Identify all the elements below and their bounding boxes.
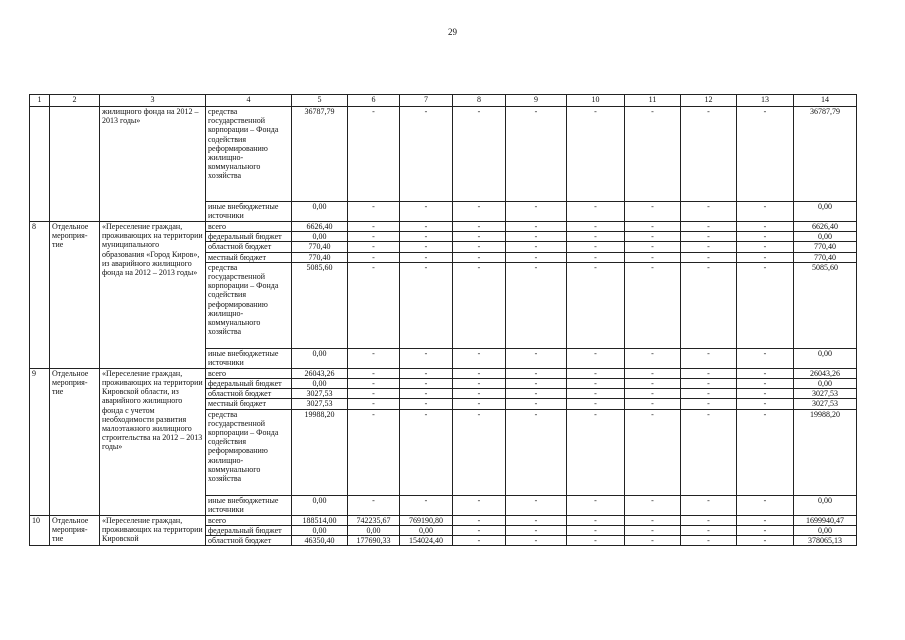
value-cell: 769190,80 [400, 515, 453, 525]
value-cell: - [681, 536, 737, 546]
value-cell: - [737, 242, 794, 252]
value-cell: - [453, 525, 506, 535]
value-cell: 0,00 [292, 348, 348, 368]
value-cell: - [737, 379, 794, 389]
value-cell: - [681, 495, 737, 515]
value-cell: 0,00 [794, 348, 857, 368]
value-cell: - [506, 379, 567, 389]
value-cell: - [453, 536, 506, 546]
column-header: 8 [453, 95, 506, 107]
funding-source: федеральный бюджет [206, 232, 292, 242]
value-cell: - [348, 232, 400, 242]
value-cell: - [453, 252, 506, 262]
value-cell: - [506, 202, 567, 222]
value-cell: 0,00 [794, 379, 857, 389]
value-cell: - [400, 409, 453, 495]
value-cell: - [567, 515, 625, 525]
value-cell: - [453, 348, 506, 368]
item-type-cell: Отдельное мероприя-тие [50, 368, 100, 515]
value-cell: 0,00 [794, 202, 857, 222]
funding-source: областной бюджет [206, 242, 292, 252]
value-cell: 0,00 [794, 232, 857, 242]
value-cell: - [567, 495, 625, 515]
value-cell: - [453, 399, 506, 409]
value-cell: - [567, 107, 625, 202]
value-cell: 0,00 [400, 525, 453, 535]
value-cell: - [737, 515, 794, 525]
value-cell: - [567, 262, 625, 348]
value-cell: - [348, 252, 400, 262]
value-cell: 770,40 [794, 252, 857, 262]
value-cell: - [400, 222, 453, 232]
value-cell: - [348, 389, 400, 399]
value-cell: - [348, 222, 400, 232]
value-cell: - [567, 389, 625, 399]
value-cell: 26043,26 [292, 368, 348, 378]
value-cell: - [567, 536, 625, 546]
value-cell: - [681, 107, 737, 202]
value-cell: - [567, 379, 625, 389]
value-cell: - [506, 242, 567, 252]
funding-source: федеральный бюджет [206, 379, 292, 389]
item-description: «Переселение граждан, проживающих на территории Кировской области, из аварийного жилищного фонда с учетом необходимости развития малоэтажного жилищного строительства на 2012 – 2013 годы» [100, 368, 206, 515]
column-header: 10 [567, 95, 625, 107]
value-cell: - [625, 389, 681, 399]
column-header: 14 [794, 95, 857, 107]
funding-source: федеральный бюджет [206, 525, 292, 535]
value-cell: - [681, 348, 737, 368]
value-cell: - [681, 368, 737, 378]
value-cell: - [681, 252, 737, 262]
value-cell: - [506, 495, 567, 515]
value-cell: - [567, 525, 625, 535]
funding-source: местный бюджет [206, 252, 292, 262]
value-cell: 6626,40 [794, 222, 857, 232]
value-cell: - [681, 399, 737, 409]
value-cell: - [348, 107, 400, 202]
value-cell: 742235,67 [348, 515, 400, 525]
item-description: жилищного фонда на 2012 – 2013 годы» [100, 107, 206, 222]
value-cell: 0,00 [292, 379, 348, 389]
value-cell: 19988,20 [292, 409, 348, 495]
value-cell: - [737, 202, 794, 222]
value-cell: - [681, 389, 737, 399]
funding-source: всего [206, 222, 292, 232]
value-cell: - [348, 368, 400, 378]
value-cell: - [453, 232, 506, 242]
funding-source: областной бюджет [206, 536, 292, 546]
value-cell: 36787,79 [292, 107, 348, 202]
value-cell: 0,00 [794, 495, 857, 515]
item-type-cell: Отдельное мероприя-тие [50, 222, 100, 369]
funding-source: иные внебюджетные источники [206, 202, 292, 222]
value-cell: - [681, 515, 737, 525]
value-cell: - [506, 262, 567, 348]
value-cell: 770,40 [292, 242, 348, 252]
value-cell: - [681, 242, 737, 252]
value-cell: - [400, 399, 453, 409]
value-cell: - [737, 409, 794, 495]
funding-source: областной бюджет [206, 389, 292, 399]
value-cell: - [737, 348, 794, 368]
item-number-cell [30, 107, 50, 222]
value-cell: - [506, 389, 567, 399]
value-cell: 5085,60 [292, 262, 348, 348]
value-cell: 3027,53 [794, 399, 857, 409]
item-number-cell: 10 [30, 515, 50, 546]
value-cell: 770,40 [292, 252, 348, 262]
value-cell: - [506, 232, 567, 242]
value-cell: - [400, 495, 453, 515]
value-cell: - [737, 495, 794, 515]
value-cell: 26043,26 [794, 368, 857, 378]
value-cell: - [737, 232, 794, 242]
value-cell: - [506, 409, 567, 495]
value-cell: - [506, 399, 567, 409]
value-cell: 1699940,47 [794, 515, 857, 525]
item-description: «Переселение граждан, проживающих на территории муниципального образования «Город Киров», из аварийного жилищного фонда на 2012 – 2013 годы» [100, 222, 206, 369]
table-row [30, 515, 857, 525]
value-cell: 3027,53 [794, 389, 857, 399]
value-cell: - [400, 252, 453, 262]
value-cell: 177690,33 [348, 536, 400, 546]
value-cell: 6626,40 [292, 222, 348, 232]
value-cell: - [625, 409, 681, 495]
value-cell: - [625, 515, 681, 525]
value-cell: - [625, 368, 681, 378]
header-row [30, 95, 857, 107]
funding-source: иные внебюджетные источники [206, 495, 292, 515]
value-cell: - [625, 107, 681, 202]
value-cell: - [348, 495, 400, 515]
value-cell: 770,40 [794, 242, 857, 252]
funding-source: всего [206, 515, 292, 525]
value-cell: 188514,00 [292, 515, 348, 525]
page-number: 29 [448, 27, 457, 37]
value-cell: - [348, 379, 400, 389]
value-cell: 5085,60 [794, 262, 857, 348]
value-cell: - [567, 242, 625, 252]
value-cell: - [348, 409, 400, 495]
funding-source: местный бюджет [206, 399, 292, 409]
funding-source: иные внебюджетные источники [206, 348, 292, 368]
value-cell: - [506, 348, 567, 368]
value-cell: 0,00 [292, 495, 348, 515]
value-cell: - [625, 222, 681, 232]
column-header: 4 [206, 95, 292, 107]
value-cell: - [506, 107, 567, 202]
value-cell: - [625, 495, 681, 515]
value-cell: - [567, 252, 625, 262]
value-cell: - [400, 368, 453, 378]
value-cell: - [625, 399, 681, 409]
value-cell: - [348, 348, 400, 368]
table-row [30, 222, 857, 232]
value-cell: - [453, 379, 506, 389]
value-cell: 0,00 [348, 525, 400, 535]
item-type-cell: Отдельное мероприя-тие [50, 515, 100, 546]
value-cell: 0,00 [794, 525, 857, 535]
value-cell: - [567, 232, 625, 242]
value-cell: - [400, 242, 453, 252]
value-cell: 378065,13 [794, 536, 857, 546]
item-type-cell [50, 107, 100, 222]
value-cell: - [567, 399, 625, 409]
value-cell: - [348, 399, 400, 409]
value-cell: - [567, 409, 625, 495]
value-cell: 154024,40 [400, 536, 453, 546]
budget-table [29, 94, 857, 546]
value-cell: 19988,20 [794, 409, 857, 495]
value-cell: - [400, 232, 453, 242]
value-cell: - [737, 222, 794, 232]
value-cell: - [737, 399, 794, 409]
item-number-cell: 9 [30, 368, 50, 515]
column-header: 13 [737, 95, 794, 107]
value-cell: - [506, 252, 567, 262]
value-cell: - [506, 536, 567, 546]
value-cell: 36787,79 [794, 107, 857, 202]
value-cell: - [453, 202, 506, 222]
value-cell: - [453, 262, 506, 348]
funding-source: всего [206, 368, 292, 378]
value-cell: - [681, 525, 737, 535]
value-cell: - [453, 242, 506, 252]
value-cell: - [625, 536, 681, 546]
value-cell: - [625, 262, 681, 348]
value-cell: - [400, 389, 453, 399]
value-cell: - [625, 242, 681, 252]
value-cell: - [737, 107, 794, 202]
column-header: 9 [506, 95, 567, 107]
table-row [30, 107, 857, 202]
value-cell: - [737, 389, 794, 399]
value-cell: - [681, 409, 737, 495]
value-cell: - [348, 202, 400, 222]
item-number-cell: 8 [30, 222, 50, 369]
value-cell: - [567, 202, 625, 222]
column-header: 5 [292, 95, 348, 107]
item-description: «Переселение граждан, проживающих на территории Кировской [100, 515, 206, 546]
value-cell: - [506, 525, 567, 535]
column-header: 2 [50, 95, 100, 107]
value-cell: - [625, 525, 681, 535]
value-cell: - [625, 202, 681, 222]
value-cell: 0,00 [292, 525, 348, 535]
column-header: 1 [30, 95, 50, 107]
value-cell: - [681, 202, 737, 222]
value-cell: - [625, 252, 681, 262]
value-cell: - [681, 262, 737, 348]
value-cell: 3027,53 [292, 399, 348, 409]
value-cell: 0,00 [292, 232, 348, 242]
value-cell: - [625, 379, 681, 389]
value-cell: 3027,53 [292, 389, 348, 399]
value-cell: - [737, 252, 794, 262]
value-cell: - [453, 495, 506, 515]
value-cell: 0,00 [292, 202, 348, 222]
value-cell: - [348, 242, 400, 252]
value-cell: - [681, 232, 737, 242]
funding-source: средства государственной корпорации – Фонда содействия реформированию жилищно-коммунального хозяйства [206, 409, 292, 495]
value-cell: - [567, 348, 625, 368]
value-cell: - [453, 368, 506, 378]
funding-source: средства государственной корпорации – Фонда содействия реформированию жилищно-коммунального хозяйства [206, 262, 292, 348]
value-cell: - [567, 368, 625, 378]
value-cell: - [737, 368, 794, 378]
value-cell: - [453, 389, 506, 399]
value-cell: - [506, 515, 567, 525]
value-cell: - [348, 262, 400, 348]
value-cell: - [737, 536, 794, 546]
value-cell: - [400, 348, 453, 368]
value-cell: - [400, 262, 453, 348]
column-header: 11 [625, 95, 681, 107]
value-cell: - [625, 232, 681, 242]
value-cell: - [681, 222, 737, 232]
value-cell: - [506, 222, 567, 232]
value-cell: - [625, 348, 681, 368]
column-header: 12 [681, 95, 737, 107]
value-cell: - [400, 107, 453, 202]
value-cell: - [681, 379, 737, 389]
value-cell: - [453, 222, 506, 232]
value-cell: - [737, 525, 794, 535]
value-cell: - [453, 409, 506, 495]
value-cell: - [737, 262, 794, 348]
value-cell: - [453, 515, 506, 525]
column-header: 3 [100, 95, 206, 107]
value-cell: 46350,40 [292, 536, 348, 546]
column-header: 7 [400, 95, 453, 107]
value-cell: - [400, 202, 453, 222]
funding-source: средства государственной корпорации – Фонда содействия реформированию жилищно-коммунального хозяйства [206, 107, 292, 202]
table-row [30, 368, 857, 378]
value-cell: - [506, 368, 567, 378]
value-cell: - [400, 379, 453, 389]
column-header: 6 [348, 95, 400, 107]
value-cell: - [567, 222, 625, 232]
value-cell: - [453, 107, 506, 202]
